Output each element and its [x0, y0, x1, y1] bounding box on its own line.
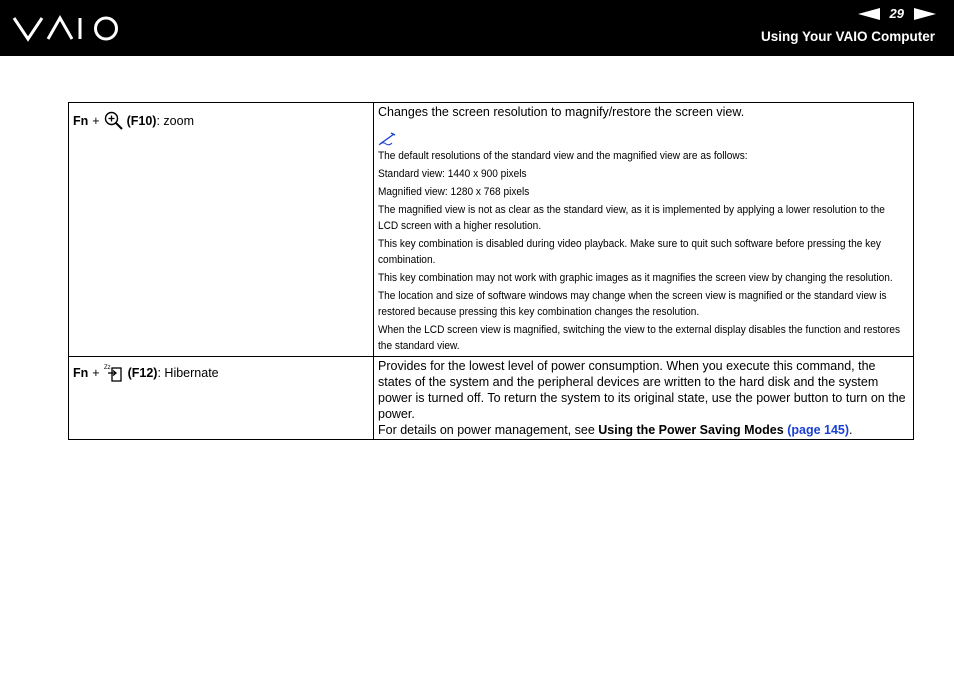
svg-text:Zz: Zz: [103, 365, 111, 371]
description-cell: [374, 357, 914, 440]
previous-page-arrow-icon[interactable]: [858, 8, 880, 20]
zoom-magnifier-icon: [104, 111, 123, 130]
vaio-logo: [12, 14, 120, 42]
key-cell: [69, 357, 374, 440]
key-combination: [73, 363, 369, 383]
page-header: [0, 0, 954, 56]
fn-key-label: Fn: [73, 366, 89, 380]
details-suffix: .: [849, 423, 853, 437]
key-action: : zoom: [156, 113, 194, 128]
hibernate-icon: [104, 363, 124, 383]
key-code: (F12): [127, 366, 158, 380]
details-line: [378, 422, 909, 438]
table-row: [69, 103, 914, 357]
note-line: Standard view: 1440 x 900 pixels: [378, 168, 527, 180]
note-line: The magnified view is not as clear as the standard view, as it is implemented by applying a lower resolution to the LCD screen with a higher resolution.: [378, 204, 885, 232]
note-line: The location and size of software windows may change when the screen view is magnified or the standard view is restored because pressing this key combination changes the resolution.: [378, 290, 887, 318]
page-number: 29: [889, 6, 904, 21]
plus-sign: +: [92, 366, 100, 380]
details-prefix: For details on power management, see: [378, 423, 599, 437]
note-line: This key combination is disabled during video playback. Make sure to quit such software before pressing the key combination.: [378, 238, 881, 266]
next-page-arrow-icon[interactable]: [914, 8, 936, 20]
details-bold: Using the Power Saving Modes: [598, 423, 784, 437]
key-combination: [73, 111, 369, 130]
fn-key-label: Fn: [73, 113, 89, 128]
key-code: (F10): [126, 113, 157, 128]
section-title: Using Your VAIO Computer: [760, 29, 935, 44]
note-pencil-icon: [378, 132, 909, 148]
note-line: The default resolutions of the standard view and the magnified view are as follows:: [378, 150, 748, 162]
key-action: : Hibernate: [157, 366, 219, 380]
description-text: Changes the screen resolution to magnify/restore the screen view.: [378, 105, 745, 119]
key-cell: [69, 103, 374, 357]
plus-sign: +: [92, 113, 100, 128]
note-line: Magnified view: 1280 x 768 pixels: [378, 186, 530, 198]
note-line: This key combination may not work with graphic images as it magnifies the screen view by changing the resolution.: [378, 272, 893, 284]
note-line: When the LCD screen view is magnified, switching the view to the external display disables the function and restores the standard view.: [378, 324, 901, 352]
page-link[interactable]: (page 145): [787, 423, 850, 437]
description-cell: [374, 103, 914, 357]
page-navigation: [858, 6, 936, 22]
table-row: [69, 357, 914, 440]
description-text: Provides for the lowest level of power consumption. When you execute this command, the states of the system and the peripheral devices are written to the hard disk and the system power is turned off. To return the system to its original state, use the power button to turn on the power.: [378, 359, 906, 421]
function-key-table: [68, 102, 914, 440]
